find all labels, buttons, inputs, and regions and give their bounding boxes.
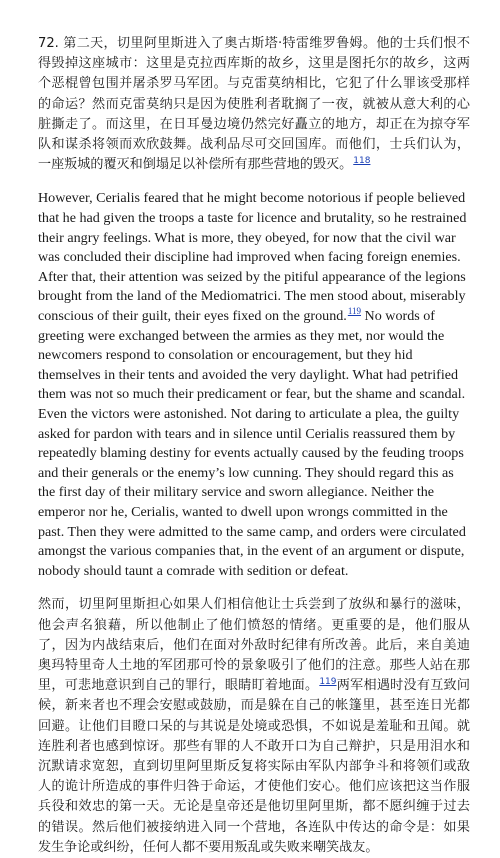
english-paragraph [38, 189, 470, 581]
footnote-link-119-chinese[interactable]: 119 [319, 676, 337, 687]
chinese-paragraph-2-text-part-1: 然而，切里阿里斯担心如果人们相信他让士兵尝到了放纵和暴行的滋味，他会声名狼藉，所以他制止了他们愤怒的情绪。更重要的是，他们服从了，因为内战结束后，他们在面对外敌时纪律有所改善。此后，来自美迪奥玛特里奇人土地的军团那可怜的景象吸引了他们的注意。那些人站在那里，可悲地意识到自己的罪行，眼睛盯着地面。 [38, 597, 470, 694]
english-paragraph-text-part-2: No words of greeting were exchanged between the armies as they met, nor would the newcomers respond to consolation or encouragement, but they hid themselves in their tents and avoided the very daylight. What had petrified them was not so much their predicament or fear, but the shame and scandal. Even the victors were astonished. Not daring to articulate a plea, the guilty asked for pardon with tears and in silence until Cerialis reassured them by repeatedly blaming destiny for events actually caused by the feuding troops and their generals or the enemy’s low cunning. They should regard this as the first day of their military service and sworn allegiance. Neither the emperor nor he, Cerialis, wanted to dwell upon wrongs committed in the past. Then they were admitted to the same camp, and orders were circulated amongst the various companies that, in the event of an argument or dispute, nobody should taunt a comrade with sedition or defeat. [38, 307, 466, 579]
chinese-paragraph-1-text: 72. 第二天，切里阿里斯进入了奥古斯塔·特雷维罗鲁姆。他的士兵们恨不得毁掉这座城市：这里是克拉西库斯的故乡，这里是图托尔的故乡，这两个恶棍曾包围并屠杀罗马军团。与克雷莫纳相比，它犯了什么罪该受那样的命运？然而克雷莫纳只是因为使胜利者耽搁了一夜，就被从意大利的心脏撕走了。而这里，在日耳曼边境仍然完好矗立的地方，却正在为掠夺军队和谋杀将领而欢欣鼓舞。战利品尽可交回国库。而他们，士兵们认为，一座叛城的覆灭和倒塌足以补偿所有那些营地的毁灭。 [38, 36, 470, 173]
chinese-paragraph-2-text-part-2: 两军相遇时没有互致问候，新来者也不理会安慰或鼓励，而是躲在自己的帐篷里，甚至连日光都回避。让他们目瞪口呆的与其说是处境或恐惧，不如说是羞耻和丑闻。就连胜利者也感到惊讶。那些有罪的人不敢开口为自己辩护，只是用泪水和沉默请求宽恕，直到切里阿里斯反复将实际由军队内部争斗和将领们或敌人的诡计所造成的事件归咎于命运，才使他们安心。他们应该把这当作服兵役和效忠的第一天。无论是皇帝还是他切里阿里斯，都不愿纠缠于过去的错误。然后他们被接纳进入同一个营地，各连队中传达的命令是：如果发生争论或纠纷，任何人都不要用叛乱或失败来嘲笑战友。 [38, 678, 471, 855]
footnote-link-118[interactable]: 118 [353, 155, 371, 166]
chinese-paragraph-2 [38, 595, 470, 858]
footnote-link-119-english[interactable]: 119 [347, 306, 361, 317]
document-page [38, 34, 470, 858]
chinese-paragraph-1 [38, 34, 470, 175]
english-paragraph-text-part-1: However, Cerialis feared that he might become notorious if people believed that he had given the troops a taste for licence and brutality, so he restrained their angry feelings. What is more, they obeyed, for now that the civil war was concluded their discipline had improved when facing foreign enemies. After that, their attention was seized by the pitiful appearance of the legions brought from the land of the Mediomatrici. The men stood about, miserably conscious of their guilt, their eyes fixed on the ground. [38, 190, 467, 324]
